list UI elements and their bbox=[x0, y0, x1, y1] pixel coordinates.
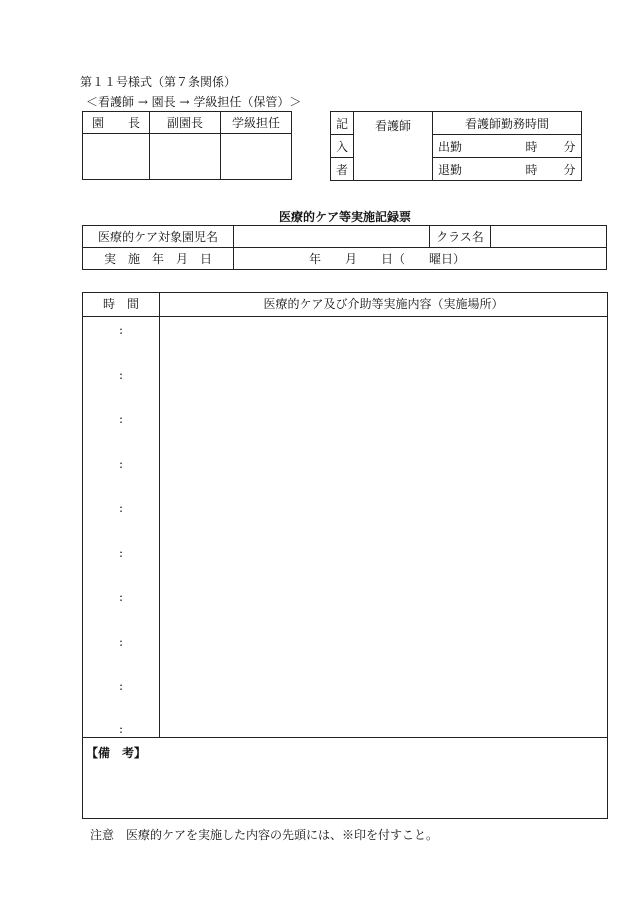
leave-label: 退勤 bbox=[438, 162, 463, 177]
time-slot[interactable]: : bbox=[119, 679, 124, 693]
time-slot[interactable]: : bbox=[119, 501, 124, 515]
leave-cell[interactable] bbox=[433, 158, 582, 181]
time-slot[interactable]: : bbox=[119, 590, 124, 604]
arrive-minute-unit: 分 bbox=[563, 139, 576, 154]
nurse-cell[interactable] bbox=[354, 112, 433, 181]
arrive-label: 出勤 bbox=[438, 139, 463, 154]
date-value[interactable]: 年 月 日（ 曜日） bbox=[234, 248, 607, 270]
principal-stamp-box[interactable] bbox=[83, 134, 150, 180]
recorder-label-1: 記 bbox=[331, 112, 354, 135]
vice-principal-header: 副園長 bbox=[150, 112, 221, 134]
routing-line: ＜看護師 → 園長 → 学級担任（保管）＞ bbox=[86, 95, 302, 109]
time-slot[interactable]: : bbox=[119, 412, 124, 426]
work-hours-title: 看護師勤務時間 bbox=[433, 112, 582, 135]
footer-note: 注意 医療的ケアを実施した内容の先頭には、※印を付すこと。 bbox=[90, 828, 439, 842]
arrive-cell[interactable] bbox=[433, 135, 582, 158]
record-title: 医療的ケア等実施記録票 bbox=[278, 210, 411, 224]
arrive-hour-unit: 時 bbox=[525, 139, 538, 154]
principal-header: 園 長 bbox=[83, 112, 150, 134]
remarks-divider bbox=[83, 737, 607, 738]
recorder-label-2: 入 bbox=[331, 135, 354, 158]
time-slot[interactable]: : bbox=[119, 368, 124, 382]
class-teacher-stamp-box[interactable] bbox=[221, 134, 292, 180]
time-slot[interactable]: : bbox=[119, 635, 124, 649]
form-number: 第１１号様式（第７条関係） bbox=[80, 75, 237, 89]
time-slot[interactable]: : bbox=[119, 722, 124, 736]
class-teacher-header: 学級担任 bbox=[221, 112, 292, 134]
leave-hour-unit: 時 bbox=[525, 162, 538, 177]
date-label: 実 施 年 月 日 bbox=[83, 248, 234, 270]
time-slot[interactable]: : bbox=[119, 546, 124, 560]
content-header: 医療的ケア及び介助等実施内容（実施場所） bbox=[160, 293, 607, 317]
remarks-area[interactable] bbox=[83, 763, 607, 817]
class-name-label: クラス名 bbox=[430, 226, 491, 248]
child-info-table bbox=[82, 225, 607, 270]
time-header: 時 間 bbox=[83, 293, 160, 317]
time-slot[interactable]: : bbox=[119, 457, 124, 471]
log-box bbox=[82, 292, 608, 819]
recorder-label-3: 者 bbox=[331, 158, 354, 181]
remarks-label: 【備 考】 bbox=[86, 746, 147, 760]
nurse-label: 看護師 bbox=[374, 119, 411, 133]
child-name-input[interactable] bbox=[234, 226, 430, 248]
recorder-table bbox=[330, 111, 582, 181]
child-name-label: 医療的ケア対象園児名 bbox=[83, 226, 234, 248]
approval-table bbox=[82, 111, 292, 180]
content-area[interactable] bbox=[160, 317, 607, 737]
vice-principal-stamp-box[interactable] bbox=[150, 134, 221, 180]
leave-minute-unit: 分 bbox=[563, 162, 576, 177]
time-slot[interactable]: : bbox=[119, 323, 124, 337]
class-name-input[interactable] bbox=[491, 226, 607, 248]
